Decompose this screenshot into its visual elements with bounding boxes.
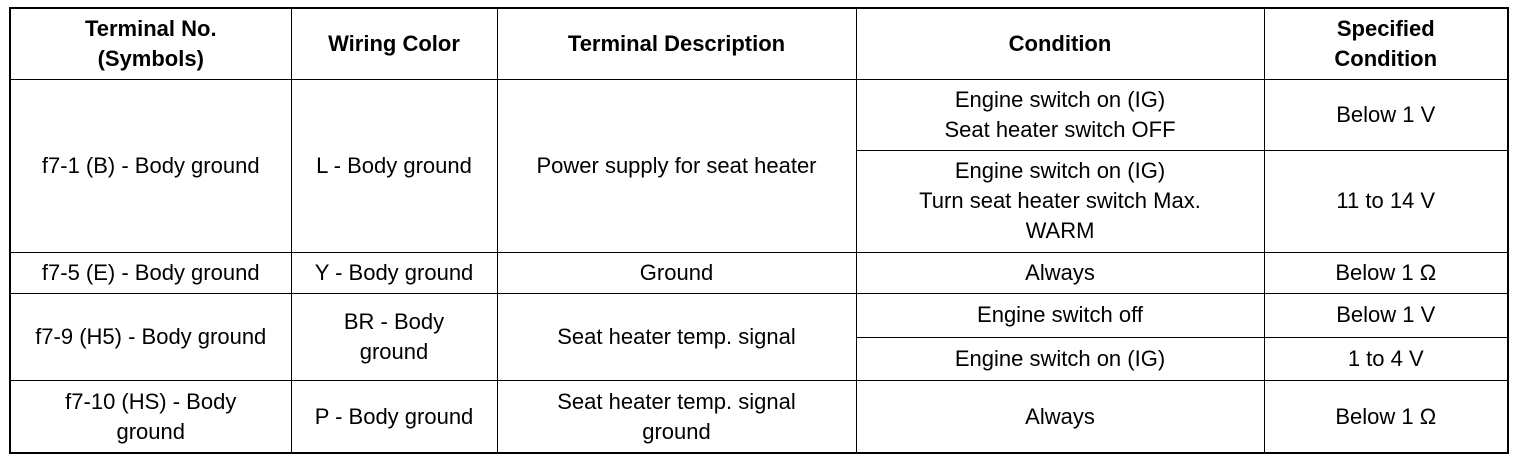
specified-condition-cell: Below 1 Ω — [1264, 381, 1508, 453]
condition-cell: Engine switch on (IG) — [856, 337, 1264, 380]
wiring-color-cell: BR - Body ground — [291, 294, 497, 381]
terminal-cell: f7-10 (HS) - Body ground — [10, 381, 291, 453]
specified-condition-cell: 1 to 4 V — [1264, 337, 1508, 380]
specified-condition-cell: Below 1 V — [1264, 80, 1508, 151]
terminal-spec-table — [9, 7, 1509, 454]
table-row — [10, 80, 1508, 151]
table-row — [10, 381, 1508, 453]
header-specified-condition: Specified Condition — [1264, 8, 1508, 80]
specified-condition-cell: Below 1 Ω — [1264, 252, 1508, 293]
description-cell: Ground — [497, 252, 856, 293]
condition-cell: Always — [856, 381, 1264, 453]
header-row — [10, 8, 1508, 80]
wiring-color-cell: L - Body ground — [291, 80, 497, 253]
condition-cell: Engine switch off — [856, 294, 1264, 337]
header-wiring-color: Wiring Color — [291, 8, 497, 80]
specified-condition-cell: 11 to 14 V — [1264, 150, 1508, 252]
wiring-color-cell: P - Body ground — [291, 381, 497, 453]
condition-cell: Always — [856, 252, 1264, 293]
description-cell: Seat heater temp. signal ground — [497, 381, 856, 453]
header-terminal-no: Terminal No. (Symbols) — [10, 8, 291, 80]
condition-cell: Engine switch on (IG) Turn seat heater switch Max. WARM — [856, 150, 1264, 252]
terminal-cell: f7-1 (B) - Body ground — [10, 80, 291, 253]
table-row — [10, 252, 1508, 293]
wiring-color-cell: Y - Body ground — [291, 252, 497, 293]
specified-condition-cell: Below 1 V — [1264, 294, 1508, 337]
table-row — [10, 294, 1508, 337]
condition-cell: Engine switch on (IG) Seat heater switch OFF — [856, 80, 1264, 151]
description-cell: Power supply for seat heater — [497, 80, 856, 253]
terminal-cell: f7-5 (E) - Body ground — [10, 252, 291, 293]
description-cell: Seat heater temp. signal — [497, 294, 856, 381]
header-condition: Condition — [856, 8, 1264, 80]
terminal-cell: f7-9 (H5) - Body ground — [10, 294, 291, 381]
header-terminal-description: Terminal Description — [497, 8, 856, 80]
